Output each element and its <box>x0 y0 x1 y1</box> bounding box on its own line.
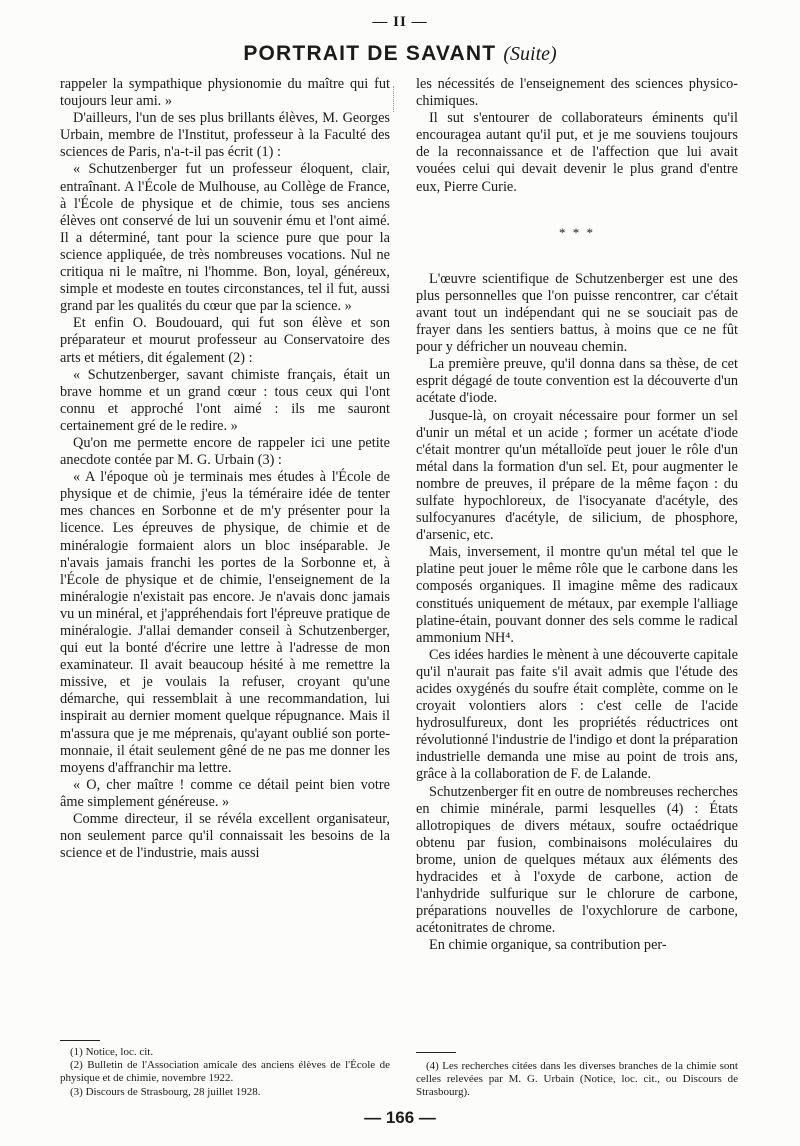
right-footnotes <box>416 1060 738 1100</box>
footnote-rule <box>60 1040 100 1041</box>
paragraph: « Schutzenberger fut un professeur éloquent, clair, entraînant. A l'École de Mulhouse, au Collège de France, à l'École de physique et de chimie, tous ses anciens élèves ont conservé de lui un souvenir ému et l'ont aimé. Il a déterminé, tant pour la science pure que pour la science appliquée, de très nombreuses vocations. Nul ne critiqua ni le maître, ni l'homme. Bon, loyal, généreux, simple et modeste en toutes circonstances, tel il fut, aussi grand par les qualités du cœur que par la science. » <box>60 161 390 315</box>
right-column <box>416 76 738 955</box>
paragraph: En chimie organique, sa contribution per- <box>429 937 667 954</box>
left-column <box>60 76 390 862</box>
paragraph: Il sut s'entourer de collaborateurs éminents qu'il encouragea autant qu'il put, et je me souviens toujours de la reconnaissance et de l'affection que lui avait vouées celui qui devait devenir le plus grand d'entre eux, Pierre Curie. <box>416 110 738 195</box>
paragraph: Schutzenberger fit en outre de nombreuses recherches en chimie minérale, parmi lesquelles (4) : États allotropiques de divers métaux, soufre octaédrique obtenu par fusion, combinaisons moléculaires du brome, union de quelques métaux aux éléments des hydracides et à l'oxyde de carbone, action de l'anhydride sulfurique sur le chlorure de carbone, préparations nouvelles de l'oxychlorure de carbone, acétonitrates de chrome. <box>416 783 738 937</box>
left-footnotes <box>60 1046 390 1099</box>
paragraph: La première preuve, qu'il donna dans sa thèse, de cet esprit dégagé de toute convention est la découverte d'un acétate d'iode. <box>416 356 738 407</box>
paragraph: Jusque-là, on croyait nécessaire pour former un sel d'unir un métal et un acide ; former un acétate d'iode c'était montrer qu'un métalloïde peut jouer le rôle d'un métal dans la formation d'un sel. Et, pour augmenter le nombre de preuves, il prépare de la même façon : du sulfate hypochloreux, de l'isocyanate d'acétyle, des sulfocyanures d'acétyle, de silicium, de phosphore, d'arsenic, etc. <box>416 407 738 544</box>
footnote: (4) Les recherches citées dans les diverses branches de la chimie sont celles relevées par M. G. Urbain (Notice, loc. cit., ou Discours de Strasbourg). <box>416 1060 738 1099</box>
footnote: (3) Discours de Strasbourg, 28 juillet 1928. <box>70 1085 261 1098</box>
paragraph: Ces idées hardies le mènent à une découverte capitale qu'il n'aurait pas faite s'il avait admis que l'étude des acides oxygénés du soufre était complète, comme on le croyait volontiers alors : c'est celle de l'acide hydrosulfureux, dont les propriétés réductrices ont révolutionné l'industrie de l'indigo et dont la préparation industrielle demanda une mise au point de trois ans, grâce à la collaboration de F. de Lalande. <box>416 646 738 783</box>
footnote-rule <box>416 1052 456 1053</box>
title-main: PORTRAIT DE SAVANT <box>243 42 497 65</box>
paragraph: Qu'on me permette encore de rappeler ici une petite anecdote contée par M. G. Urbain (3) : <box>60 434 390 469</box>
paragraph: Mais, inversement, il montre qu'un métal tel que le platine peut jouer le même rôle que le carbone dans les composés organiques. Il imagine même des radicaux constitués uniquement de métaux, par exemple l'alliage platine-étain, pouvant donner des sels comme le radical ammonium NH⁴. <box>416 544 738 646</box>
paragraph: Comme directeur, il se révéla excellent organisateur, non seulement parce qu'il connaissait les besoins de la science et de l'industrie, mais aussi <box>60 811 390 862</box>
paragraph: Et enfin O. Boudouard, qui fut son élève et son préparateur et mourut professeur au Conservatoire des arts et métiers, dit également (2) : <box>60 315 390 366</box>
paragraph: D'ailleurs, l'un de ses plus brillants élèves, M. Georges Urbain, membre de l'Institut, professeur à la Faculté des sciences de Paris, n'a-t-il pas écrit (1) : <box>60 110 390 161</box>
binding-mark <box>393 86 402 112</box>
footnote: (1) Notice, loc. cit. <box>70 1046 154 1058</box>
section-separator-asterism: * * * <box>559 224 595 240</box>
paragraph: « A l'époque où je terminais mes études à l'École de physique et de chimie, j'eus la téméraire idée de tenter mes chances en Sorbonne et de m'y présenter pour la licence. Les épreuves de physique, de chimie et de minéralogie formaient alors un bloc inséparable. Je n'avais jamais franchi les portes de la Sorbonne et, à l'École de physique et de chimie, l'enseignement de la minéralogie n'existait pas encore. Je n'avais donc jamais vu un minéral, et j'appréhendais fort l'épreuve pratique de minéralogie. J'allai demander conseil à Schutzenberger, qui eut la bonté d'écrire une lettre à l'adresse de mon examinateur. Il avait beaucoup hésité à me remettre la missive, et je voulais la refuser, croyant qu'une démarche, qui ressemblait à une recommandation, lui inspirait au dernier moment quelque répugnance. Mais il m'assura que je me méprenais, qu'ayant oublié son porte-monnaie, il était seulement gêné de ne pas me donner les moyens d'affranchir ma lettre. <box>60 469 390 776</box>
paragraph: « Schutzenberger, savant chimiste français, était un brave homme et un grand cœur : tous ceux qui l'ont connu et approché l'ont aimé : ils me sauront certainement gré de le redire. » <box>60 366 390 434</box>
footnote: (2) Bulletin de l'Association amicale des anciens élèves de l'École de physique et de chimie, novembre 1922. <box>60 1059 390 1085</box>
page-title <box>0 42 800 66</box>
title-suffix: (Suite) <box>503 43 557 65</box>
paragraph: « O, cher maître ! comme ce détail peint bien votre âme simplement généreuse. » <box>60 776 390 810</box>
paragraph: les nécessités de l'enseignement des sciences physico-chimiques. <box>416 76 738 110</box>
roman-page-number: — II — <box>372 14 428 30</box>
page-number: — 166 — <box>364 1108 436 1127</box>
paragraph: L'œuvre scientifique de Schutzenberger est une des plus personnelles que l'on puisse rencontrer, car c'était avant tout un indépendant qui ne se souciait pas de frayer dans les sentiers battus, à moins que ce ne fût pour y défricher un nouveau chemin. <box>416 270 738 356</box>
paragraph: rappeler la sympathique physionomie du maître qui fut toujours leur ami. » <box>60 76 390 110</box>
